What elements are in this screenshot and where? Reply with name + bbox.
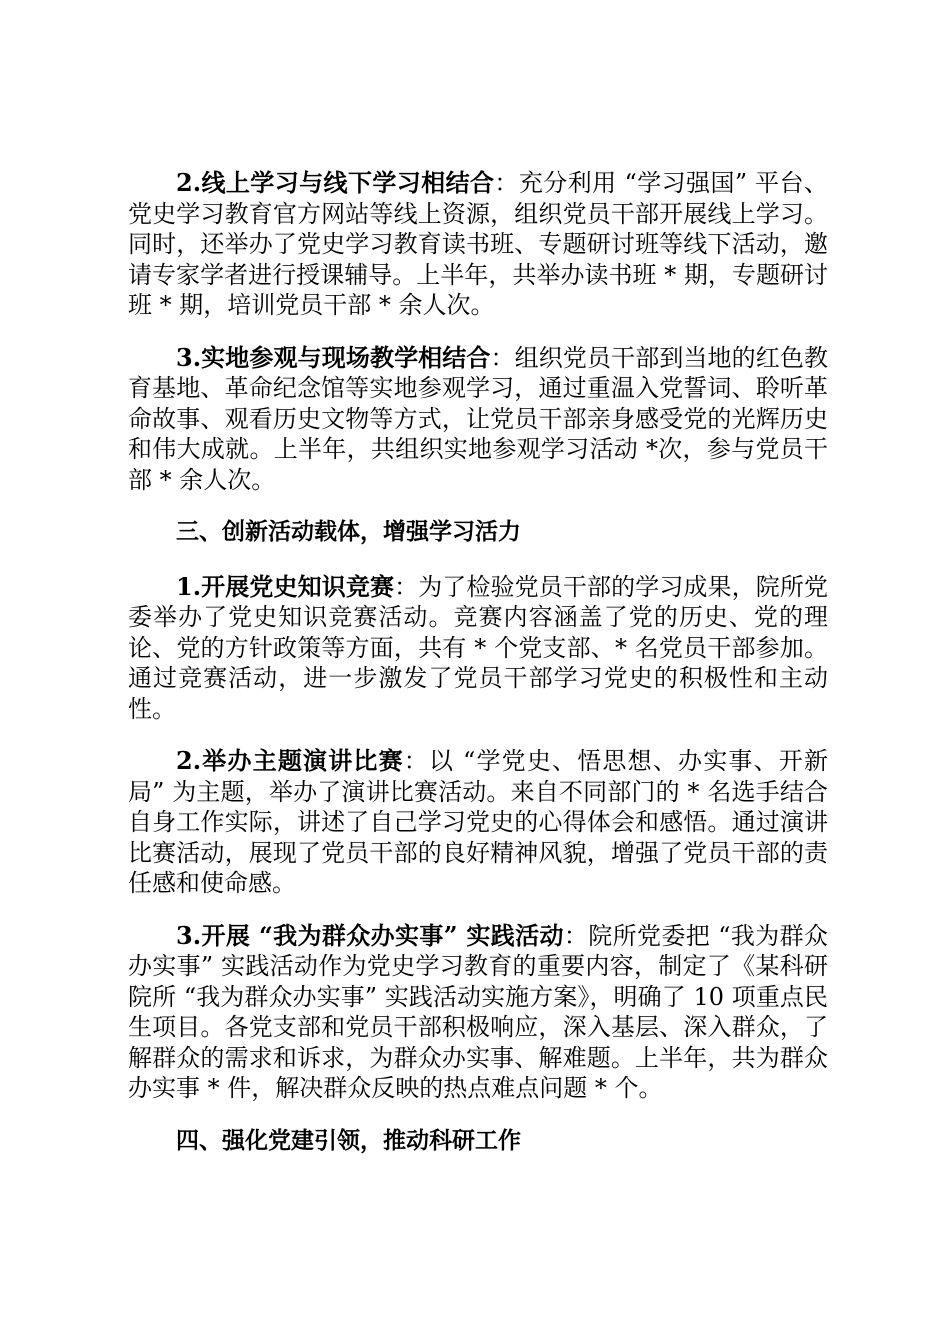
paragraph-text: ：组织党员干部到当地的红色教育基地、革命纪念馆等实地参观学习，通过重温入党誓词、聆听革命故事、观看历史文物等方式，让党员干部亲身感受党的光辉历史和伟大成就。上半年，共组织实地参观学习活动 *次，参与党员干部 * 余人次。 (128, 343, 828, 494)
section-heading-4: 四、强化党建引领，推动科研工作 (176, 1127, 521, 1154)
document-body (128, 168, 828, 1180)
paragraph-lead: 2.线上学习与线下学习相结合 (176, 168, 495, 197)
paragraph-lead: 1.开展党史知识竞赛 (176, 571, 395, 601)
paragraph-practical-activities (128, 921, 828, 1104)
section-heading-3: 三、创新活动载体，增强学习活力 (176, 519, 521, 545)
paragraph-knowledge-contest (128, 572, 828, 725)
paragraph-online-offline-learning (128, 168, 828, 321)
paragraph-text: ：院所党委把 “我为群众办实事” 实践活动作为党史学习教育的重要内容，制定了《某科研院所 “我为群众办实事” 实践活动实施方案》，明确了 10 项重点民生项目。各党支部和党员干部积极响应，深入基层、深入群众，了解群众的需求和诉求，为群众办实事、解难题。上半年，共为群众办实事 * 件，解决群众反映的热点难点问题 * 个。 (128, 921, 828, 1102)
paragraph-text: ：以 “学党史、悟思想、办实事、开新局” 为主题，举办了演讲比赛活动。来自不同部门的 * 名选手结合自身工作实际，讲述了自己学习党史的心得体会和感悟。通过演讲比赛活动，展现了党员干部的良好精神风貌，增强了党员干部的责任感和使命感。 (128, 747, 828, 897)
paragraph-text: ：为了检验党员干部的学习成果，院所党委举办了党史知识竞赛活动。竞赛内容涵盖了党的历史、党的理论、党的方针政策等方面，共有 * 个党支部、* 名党员干部参加。通过竞赛活动，进一步激发了党员干部学习党史的积极性和主动性。 (128, 572, 828, 723)
paragraph-lead: 3.开展 “我为群众办实事” 实践活动 (176, 920, 564, 950)
paragraph-lead: 3.实地参观与现场教学相结合 (176, 342, 491, 372)
paragraph-field-visit-teaching (128, 343, 828, 496)
paragraph-lead: 2.举办主题演讲比赛 (176, 746, 404, 775)
paragraph-speech-contest (128, 746, 828, 899)
paragraph-text: ：充分利用 “学习强国” 平台、党史学习教育官方网站等线上资源，组织党员干部开展线上学习。同时，还举办了党史学习教育读书班、专题研讨班等线下活动，邀请专家学者进行授课辅导。上半年，共举办读书班 * 期，专题研讨班 * 期，培训党员干部 * 余人次。 (128, 169, 828, 319)
